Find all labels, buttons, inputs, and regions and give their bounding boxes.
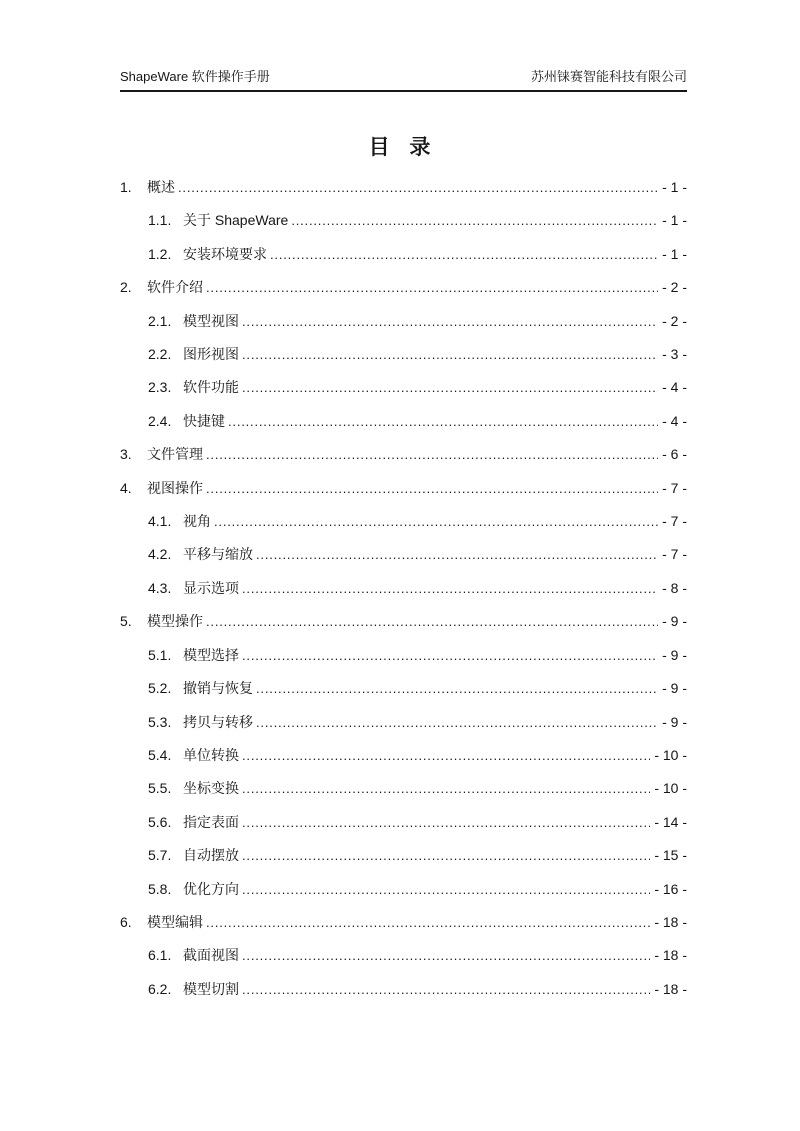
toc-leader-dots	[291, 204, 658, 237]
toc-entry-label: 关于 ShapeWare	[183, 212, 289, 229]
toc-entry-label: 模型操作	[147, 613, 203, 630]
toc-entry[interactable]	[120, 739, 687, 772]
toc-leader-dots	[242, 371, 658, 404]
toc-entry-label: 快捷键	[183, 412, 225, 429]
toc-entry-number: 5.1.	[148, 646, 172, 663]
toc-entry-label: 撤销与恢复	[183, 680, 253, 697]
toc-entry-number: 5.7.	[148, 847, 172, 864]
toc-entry-number: 5.	[120, 613, 132, 630]
toc-entry-number: 2.3.	[148, 379, 172, 396]
toc-entry[interactable]	[120, 538, 687, 571]
toc-entry-label: 单位转换	[183, 746, 239, 763]
toc-entry-number: 5.4.	[148, 746, 172, 763]
toc-leader-dots	[206, 271, 658, 304]
toc-entry-number: 6.2.	[148, 980, 172, 997]
toc-entry[interactable]	[120, 405, 687, 438]
toc-entry-label: 概述	[147, 179, 175, 195]
toc-entry-page: - 2 -	[662, 279, 687, 296]
toc-entry[interactable]	[120, 639, 687, 672]
toc-entry-page: - 1 -	[662, 212, 687, 229]
toc-leader-dots	[242, 338, 658, 371]
toc-entry-number: 4.3.	[148, 579, 172, 596]
toc-entry[interactable]	[120, 839, 687, 872]
toc-leader-dots	[206, 605, 658, 638]
toc-leader-dots	[206, 472, 658, 505]
toc-entry[interactable]	[120, 873, 687, 906]
toc-leader-dots	[242, 939, 650, 972]
header-right-text: 苏州铼赛智能科技有限公司	[530, 69, 687, 84]
toc-leader-dots	[206, 438, 658, 471]
toc-leader-dots	[256, 672, 658, 705]
toc-entry[interactable]	[120, 338, 687, 371]
toc-entry-label: 模型切割	[183, 980, 239, 997]
toc-entry-page: - 7 -	[662, 479, 687, 496]
toc	[120, 171, 687, 1006]
toc-entry-label: 模型选择	[183, 646, 239, 663]
toc-entry[interactable]	[120, 906, 687, 939]
toc-entry-page: - 15 -	[654, 847, 687, 864]
toc-entry-number: 4.2.	[148, 546, 172, 563]
toc-leader-dots	[270, 238, 658, 271]
toc-entry-label: 平移与缩放	[183, 546, 253, 563]
toc-entry-label: 安装环境要求	[183, 245, 267, 262]
toc-entry-label: 软件功能	[183, 379, 239, 396]
toc-entry-page: - 1 -	[662, 179, 687, 195]
toc-entry[interactable]	[120, 204, 687, 237]
toc-entry-number: 2.2.	[148, 346, 172, 363]
toc-entry[interactable]	[120, 672, 687, 705]
toc-leader-dots	[178, 171, 658, 204]
toc-entry-page: - 9 -	[662, 713, 687, 730]
toc-entry-number: 3.	[120, 446, 132, 463]
toc-entry-number: 4.1.	[148, 513, 172, 530]
toc-entry[interactable]	[120, 371, 687, 404]
toc-entry[interactable]	[120, 472, 687, 505]
toc-entry[interactable]	[120, 772, 687, 805]
toc-entry[interactable]	[120, 939, 687, 972]
header-left-text: ShapeWare 软件操作手册	[120, 69, 270, 84]
toc-leader-dots	[242, 305, 658, 338]
toc-entry-number: 6.	[120, 913, 132, 930]
toc-entry-label: 视图操作	[147, 479, 203, 496]
toc-entry-page: - 9 -	[662, 680, 687, 697]
toc-entry-label: 模型视图	[183, 312, 239, 329]
toc-entry[interactable]	[120, 505, 687, 538]
toc-entry-number: 5.8.	[148, 880, 172, 897]
toc-entry-page: - 8 -	[662, 579, 687, 596]
toc-leader-dots	[256, 706, 658, 739]
toc-entry[interactable]	[120, 271, 687, 304]
toc-entry[interactable]	[120, 305, 687, 338]
toc-entry[interactable]	[120, 973, 687, 1006]
toc-title: 目 录	[368, 136, 432, 159]
toc-entry-page: - 16 -	[654, 880, 687, 897]
toc-leader-dots	[242, 973, 650, 1006]
toc-entry-page: - 1 -	[662, 245, 687, 262]
toc-entry-page: - 18 -	[654, 913, 687, 930]
toc-entry-number: 6.1.	[148, 947, 172, 964]
toc-entry-label: 自动摆放	[183, 847, 239, 864]
toc-leader-dots	[242, 772, 650, 805]
toc-entry-page: - 4 -	[662, 379, 687, 396]
page-header	[120, 66, 687, 92]
toc-entry-page: - 18 -	[654, 980, 687, 997]
toc-leader-dots	[228, 405, 658, 438]
toc-entry[interactable]	[120, 171, 687, 204]
toc-entry-page: - 10 -	[654, 746, 687, 763]
toc-entry[interactable]	[120, 572, 687, 605]
toc-entry-page: - 9 -	[662, 613, 687, 630]
toc-leader-dots	[242, 572, 658, 605]
toc-entry-number: 1.	[120, 179, 132, 195]
toc-entry-label: 文件管理	[147, 446, 203, 463]
toc-entry-page: - 7 -	[662, 546, 687, 563]
toc-leader-dots	[256, 538, 658, 571]
toc-entry-label: 优化方向	[183, 880, 239, 897]
toc-entry-number: 1.2.	[148, 245, 172, 262]
toc-leader-dots	[242, 806, 650, 839]
toc-entry-page: - 6 -	[662, 446, 687, 463]
toc-entry-number: 2.4.	[148, 412, 172, 429]
toc-leader-dots	[242, 839, 650, 872]
toc-entry[interactable]	[120, 438, 687, 471]
toc-entry-label: 图形视图	[183, 346, 239, 363]
toc-entry-number: 5.2.	[148, 680, 172, 697]
toc-entry-label: 拷贝与转移	[183, 713, 253, 730]
toc-entry-page: - 2 -	[662, 312, 687, 329]
toc-entry-number: 1.1.	[148, 212, 172, 229]
toc-leader-dots	[214, 505, 658, 538]
toc-entry-label: 模型编辑	[147, 913, 203, 930]
toc-entry-label: 坐标变换	[183, 780, 239, 797]
toc-entry[interactable]	[120, 605, 687, 638]
toc-entry-page: - 10 -	[654, 780, 687, 797]
toc-entry[interactable]	[120, 706, 687, 739]
toc-entry-page: - 3 -	[662, 346, 687, 363]
toc-entry-number: 4.	[120, 479, 132, 496]
toc-leader-dots	[242, 639, 658, 672]
toc-entry-page: - 18 -	[654, 947, 687, 964]
toc-entry[interactable]	[120, 806, 687, 839]
toc-entry-label: 显示选项	[183, 579, 239, 596]
toc-entry-number: 5.5.	[148, 780, 172, 797]
toc-entry-page: - 7 -	[662, 513, 687, 530]
toc-entry-label: 视角	[183, 513, 211, 530]
toc-entry-page: - 14 -	[654, 813, 687, 830]
toc-leader-dots	[242, 873, 650, 906]
toc-entry[interactable]	[120, 238, 687, 271]
toc-leader-dots	[206, 906, 650, 939]
toc-entry-label: 指定表面	[183, 813, 239, 830]
toc-entry-number: 5.6.	[148, 813, 172, 830]
toc-entry-number: 2.	[120, 279, 132, 296]
toc-entry-number: 2.1.	[148, 312, 172, 329]
toc-entry-label: 软件介绍	[147, 279, 203, 296]
toc-entry-label: 截面视图	[183, 947, 239, 964]
toc-leader-dots	[242, 739, 650, 772]
toc-entry-number: 5.3.	[148, 713, 172, 730]
toc-entry-page: - 4 -	[662, 412, 687, 429]
toc-entry-page: - 9 -	[662, 646, 687, 663]
